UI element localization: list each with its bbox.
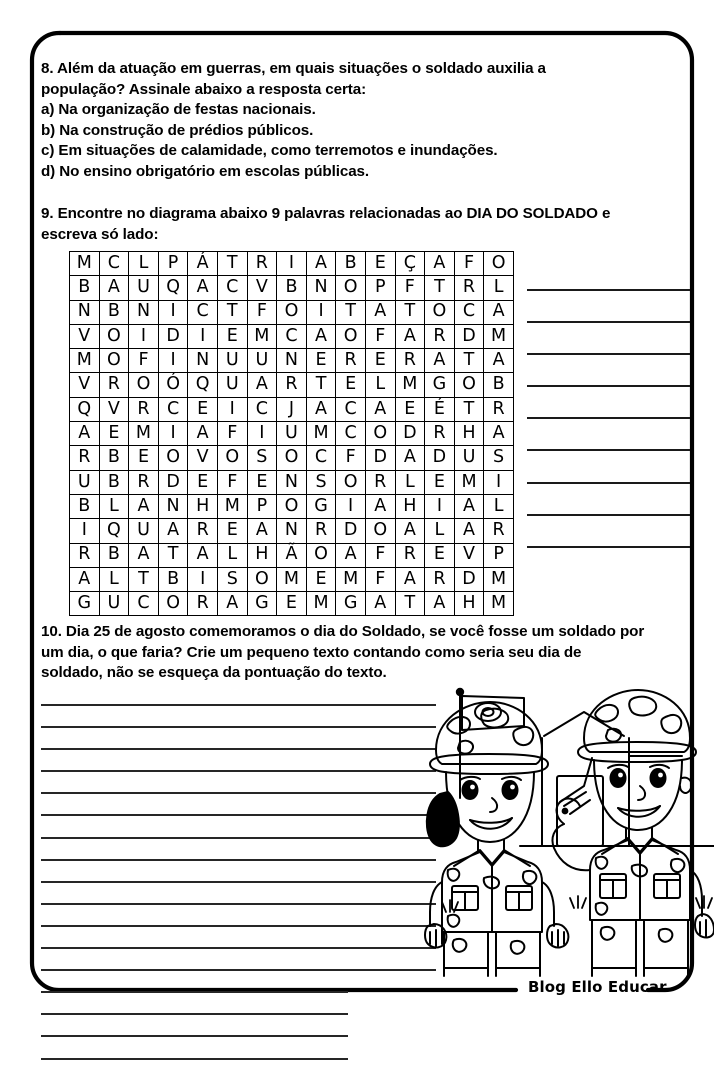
word-search-grid[interactable] [69,251,514,616]
word-search-cell[interactable]: E [129,446,159,470]
word-search-cell[interactable]: G [247,592,277,616]
writing-line[interactable] [41,704,436,706]
writing-line[interactable] [41,814,436,816]
word-search-cell[interactable]: O [277,446,307,470]
word-search-row [70,519,514,543]
word-search-cell[interactable]: B [99,300,129,324]
word-search-cell[interactable]: T [217,252,247,276]
word-search-cell[interactable]: I [306,300,336,324]
answer-line[interactable] [527,449,690,451]
word-search-cell[interactable]: C [336,397,366,421]
writing-line[interactable] [41,1035,348,1037]
word-search-cell[interactable]: R [70,543,100,567]
word-search-cell[interactable]: B [99,446,129,470]
word-search-cell[interactable]: R [306,519,336,543]
word-search-cell[interactable]: B [277,276,307,300]
word-search-cell[interactable]: F [365,567,395,591]
question-8-line: 8. Além da atuação em guerras, em quais situações o soldado auxilia a [41,60,546,77]
writing-line[interactable] [41,770,436,772]
word-search-cell[interactable]: M [454,470,484,494]
word-search-row [70,446,514,470]
word-search-cell[interactable]: A [306,397,336,421]
word-search-cell[interactable]: O [277,300,307,324]
word-search-row [70,592,514,616]
word-search-cell[interactable]: R [129,470,159,494]
word-search-cell[interactable]: A [365,397,395,421]
word-search-cell[interactable]: D [454,567,484,591]
word-search-cell[interactable]: R [129,397,159,421]
word-search-cell[interactable]: M [484,592,514,616]
word-search-cell[interactable]: U [277,422,307,446]
word-search-cell[interactable]: A [70,567,100,591]
writing-line[interactable] [41,748,436,750]
blog-credit: Blog Ello Educar [528,978,667,996]
writing-line[interactable] [41,859,436,861]
word-search-cell[interactable]: E [247,470,277,494]
word-search-cell[interactable]: Q [158,276,188,300]
word-search-cell[interactable]: E [425,470,455,494]
answer-line[interactable] [527,321,690,323]
question-8 [41,59,689,183]
word-search-cell[interactable]: U [454,446,484,470]
word-search-row [70,422,514,446]
word-search-cell[interactable]: T [306,373,336,397]
word-search-cell[interactable]: A [70,422,100,446]
word-search-cell[interactable]: T [454,349,484,373]
word-search-cell[interactable]: V [70,324,100,348]
answer-line[interactable] [527,417,690,419]
answer-line[interactable] [527,546,690,548]
word-search-cell[interactable]: A [365,494,395,518]
writing-line[interactable] [41,1013,348,1015]
word-search-cell[interactable]: U [129,519,159,543]
word-search-cell[interactable]: M [70,349,100,373]
word-search-cell[interactable]: M [217,494,247,518]
word-search-cell[interactable]: T [336,300,366,324]
word-search-cell[interactable]: Á [188,252,218,276]
word-search-cell[interactable]: D [158,470,188,494]
writing-line[interactable] [41,837,436,839]
word-search-cell[interactable]: U [70,470,100,494]
word-search-cell[interactable]: E [217,519,247,543]
word-search-cell[interactable]: A [425,252,455,276]
word-search-cell[interactable]: B [70,276,100,300]
writing-line[interactable] [41,969,436,971]
word-search-cell[interactable]: R [484,519,514,543]
word-search-cell[interactable]: D [395,422,425,446]
word-search-cell[interactable]: C [306,446,336,470]
word-search-cell[interactable]: U [247,349,277,373]
word-search-cell[interactable]: L [217,543,247,567]
word-search-cell[interactable]: L [129,252,159,276]
word-search-cell[interactable]: A [188,543,218,567]
word-search-cell[interactable]: B [70,494,100,518]
question-10-line: 10. Dia 25 de agosto comemoramos o dia do Soldado, se você fosse um soldado por [41,623,645,640]
word-search-cell[interactable]: P [247,494,277,518]
word-search-cell[interactable]: F [365,324,395,348]
question-9-line: escreva só lado: [41,225,159,243]
question-8-option-b[interactable]: b) Na construção de prédios públicos. [41,121,314,139]
word-search-cell[interactable]: I [188,567,218,591]
word-search-cell[interactable]: U [129,276,159,300]
answer-line[interactable] [527,289,690,291]
word-search-cell[interactable]: O [336,324,366,348]
word-search-row [70,349,514,373]
word-search-cell[interactable]: D [425,446,455,470]
word-search-cell[interactable]: E [425,543,455,567]
word-search-cell[interactable]: C [247,397,277,421]
writing-line[interactable] [41,792,436,794]
word-search-cell[interactable]: L [395,470,425,494]
word-search-cell[interactable]: S [306,470,336,494]
word-search-cell[interactable]: O [99,349,129,373]
word-search-cell[interactable]: A [484,300,514,324]
word-search-cell[interactable]: A [454,494,484,518]
word-search-cell[interactable]: O [365,422,395,446]
word-search-cell[interactable]: L [484,494,514,518]
word-search-cell[interactable]: I [336,494,366,518]
word-search-cell[interactable]: R [188,592,218,616]
word-search-cell[interactable]: A [336,543,366,567]
word-search-cell[interactable]: T [395,592,425,616]
word-search-cell[interactable]: C [99,252,129,276]
word-search-cell[interactable]: E [306,349,336,373]
word-search-cell[interactable]: M [395,373,425,397]
word-search-cell[interactable]: F [365,543,395,567]
word-search-cell[interactable]: A [188,276,218,300]
word-search-table[interactable] [69,251,514,616]
word-search-cell[interactable]: C [336,422,366,446]
word-search-cell[interactable]: A [129,543,159,567]
answer-lines-group[interactable] [527,289,690,578]
word-search-cell[interactable]: I [188,324,218,348]
word-search-cell[interactable]: N [277,349,307,373]
question-10 [41,622,689,684]
word-search-cell[interactable]: A [306,252,336,276]
word-search-cell[interactable]: R [425,324,455,348]
word-search-cell[interactable]: O [158,592,188,616]
word-search-cell[interactable]: E [395,397,425,421]
word-search-cell[interactable]: F [454,252,484,276]
word-search-cell[interactable]: U [99,592,129,616]
word-search-cell[interactable]: I [129,324,159,348]
word-search-cell[interactable]: N [188,349,218,373]
word-search-cell[interactable]: L [484,276,514,300]
word-search-cell[interactable]: A [188,422,218,446]
word-search-cell[interactable]: O [484,252,514,276]
word-search-cell[interactable]: R [484,397,514,421]
word-search-row [70,397,514,421]
word-search-cell[interactable]: I [484,470,514,494]
word-search-cell[interactable]: L [99,494,129,518]
word-search-cell[interactable]: P [365,276,395,300]
answer-line[interactable] [527,353,690,355]
word-search-cell[interactable]: M [129,422,159,446]
word-search-cell[interactable]: G [425,373,455,397]
word-search-cell[interactable]: R [277,373,307,397]
word-search-row [70,324,514,348]
word-search-cell[interactable]: T [454,397,484,421]
word-search-cell[interactable]: É [425,397,455,421]
word-search-cell[interactable]: T [425,276,455,300]
word-search-cell[interactable]: T [395,300,425,324]
question-10-line: soldado, não se esqueça da pontuação do texto. [41,664,387,682]
word-search-row [70,543,514,567]
word-search-cell[interactable]: N [306,276,336,300]
word-search-cell[interactable]: I [217,397,247,421]
word-search-cell[interactable]: L [425,519,455,543]
word-search-cell[interactable]: B [336,252,366,276]
word-search-cell[interactable]: O [247,567,277,591]
word-search-cell[interactable]: A [306,324,336,348]
word-search-cell[interactable]: C [188,300,218,324]
word-search-cell[interactable]: V [99,397,129,421]
word-search-cell[interactable]: O [306,543,336,567]
word-search-cell[interactable]: T [129,567,159,591]
word-search-cell[interactable]: G [306,494,336,518]
word-search-cell[interactable]: E [188,397,218,421]
word-search-cell[interactable]: M [484,567,514,591]
question-8-option-c[interactable]: c) Em situações de calamidade, como terremotos e inundações. [41,142,498,160]
word-search-cell[interactable]: G [70,592,100,616]
question-8-option-a[interactable]: a) Na organização de festas nacionais. [41,101,316,119]
writing-line[interactable] [41,881,436,883]
word-search-cell[interactable]: L [99,567,129,591]
girl-soldier [425,702,568,976]
word-search-cell[interactable]: E [217,324,247,348]
word-search-cell[interactable]: C [129,592,159,616]
word-search-cell[interactable]: P [484,543,514,567]
word-search-cell[interactable]: S [247,446,277,470]
word-search-cell[interactable]: A [247,519,277,543]
word-search-row [70,567,514,591]
question-9-line: 9. Encontre no diagrama abaixo 9 palavras relacionadas ao DIA DO SOLDADO e [41,205,611,222]
word-search-cell[interactable]: D [336,519,366,543]
word-search-cell[interactable]: E [188,470,218,494]
word-search-cell[interactable]: A [365,592,395,616]
word-search-cell[interactable]: R [425,567,455,591]
word-search-row [70,494,514,518]
word-search-cell[interactable]: H [395,494,425,518]
word-search-cell[interactable]: D [454,324,484,348]
word-search-cell[interactable]: Q [70,397,100,421]
word-search-cell[interactable]: I [277,252,307,276]
word-search-row [70,373,514,397]
writing-line[interactable] [41,925,436,927]
word-search-cell[interactable]: I [425,494,455,518]
word-search-cell[interactable]: T [158,543,188,567]
word-search-cell[interactable]: R [247,252,277,276]
question-8-line: população? Assinale abaixo a resposta certa: [41,80,367,98]
word-search-cell[interactable]: U [217,373,247,397]
word-search-cell[interactable]: E [99,422,129,446]
word-search-row [70,470,514,494]
word-search-cell[interactable]: F [129,349,159,373]
writing-line[interactable] [41,1058,348,1060]
word-search-cell[interactable]: Q [188,373,218,397]
word-search-cell[interactable]: B [158,567,188,591]
word-search-cell[interactable]: M [70,252,100,276]
word-search-cell[interactable]: I [247,422,277,446]
word-search-cell[interactable]: F [217,470,247,494]
word-search-cell[interactable]: R [70,446,100,470]
word-search-cell[interactable]: H [454,422,484,446]
word-search-cell[interactable]: M [247,324,277,348]
question-8-option-d[interactable]: d) No ensino obrigatório em escolas públicas. [41,162,370,180]
word-search-cell[interactable]: D [365,446,395,470]
word-search-cell[interactable]: A [217,592,247,616]
word-search-row [70,252,514,276]
word-search-cell[interactable]: V [247,276,277,300]
word-search-cell[interactable]: S [217,567,247,591]
word-search-cell[interactable]: O [158,446,188,470]
word-search-cell[interactable]: E [365,349,395,373]
word-search-cell[interactable]: F [217,422,247,446]
word-search-cell[interactable]: F [336,446,366,470]
word-search-cell[interactable]: H [454,592,484,616]
word-search-cell[interactable]: F [395,276,425,300]
word-search-cell[interactable]: Q [99,519,129,543]
word-search-cell[interactable]: C [454,300,484,324]
word-search-cell[interactable]: O [336,470,366,494]
word-search-cell[interactable]: O [217,446,247,470]
word-search-cell[interactable]: O [277,494,307,518]
writing-line[interactable] [41,903,436,905]
word-search-cell[interactable]: E [306,567,336,591]
word-search-cell[interactable]: H [247,543,277,567]
word-search-cell[interactable]: O [454,373,484,397]
boy-soldier-saluting [552,690,714,976]
word-search-cell[interactable]: C [277,324,307,348]
word-search-cell[interactable]: S [484,446,514,470]
word-search-cell[interactable]: V [70,373,100,397]
word-search-cell[interactable]: A [247,373,277,397]
word-search-cell[interactable]: P [158,252,188,276]
word-search-cell[interactable]: N [70,300,100,324]
word-search-cell[interactable]: A [395,519,425,543]
word-search-cell[interactable]: M [336,567,366,591]
word-search-cell[interactable]: R [336,349,366,373]
word-search-cell[interactable]: Ç [395,252,425,276]
word-search-cell[interactable]: V [454,543,484,567]
word-search-cell[interactable]: T [217,300,247,324]
word-search-cell[interactable]: A [484,422,514,446]
word-search-cell[interactable]: O [365,519,395,543]
word-search-cell[interactable]: Ó [158,373,188,397]
writing-line[interactable] [41,726,436,728]
answer-line[interactable] [527,385,690,387]
writing-lines-group[interactable] [41,704,436,1080]
word-search-cell[interactable]: R [454,276,484,300]
question-10-line: um dia, o que faria? Crie um pequeno texto contando como seria seu dia de [41,643,582,661]
word-search-cell[interactable]: N [129,300,159,324]
word-search-cell[interactable]: R [425,422,455,446]
word-search-cell[interactable]: J [277,397,307,421]
word-search-cell[interactable]: M [306,422,336,446]
answer-line[interactable] [527,514,690,516]
word-search-cell[interactable]: A [365,300,395,324]
word-search-cell[interactable]: A [425,592,455,616]
word-search-cell[interactable]: E [365,252,395,276]
word-search-cell[interactable]: R [188,519,218,543]
word-search-cell[interactable]: A [158,519,188,543]
word-search-cell[interactable]: E [277,592,307,616]
word-search-cell[interactable]: G [336,592,366,616]
word-search-cell[interactable]: A [99,276,129,300]
word-search-cell[interactable]: A [395,446,425,470]
word-search-row [70,276,514,300]
word-search-cell[interactable]: O [129,373,159,397]
word-search-cell[interactable]: I [158,422,188,446]
word-search-cell[interactable]: M [277,567,307,591]
writing-line[interactable] [41,947,436,949]
word-search-cell[interactable]: I [158,349,188,373]
word-search-cell[interactable]: L [365,373,395,397]
word-search-cell[interactable]: N [277,470,307,494]
word-search-cell[interactable]: I [70,519,100,543]
word-search-cell[interactable]: U [217,349,247,373]
word-search-cell[interactable]: I [158,300,188,324]
word-search-cell[interactable]: Ã [277,543,307,567]
word-search-cell[interactable]: A [395,324,425,348]
word-search-cell[interactable]: A [395,567,425,591]
word-search-cell[interactable]: O [99,324,129,348]
answer-line[interactable] [527,482,690,484]
word-search-cell[interactable]: B [99,470,129,494]
soldiers-illustration [424,686,714,978]
writing-line[interactable] [41,991,348,993]
word-search-cell[interactable]: A [484,349,514,373]
word-search-cell[interactable]: D [158,324,188,348]
question-9 [41,204,689,245]
word-search-cell[interactable]: M [306,592,336,616]
word-search-cell[interactable]: E [336,373,366,397]
word-search-cell[interactable]: B [484,373,514,397]
word-search-cell[interactable]: R [395,349,425,373]
word-search-cell[interactable]: O [425,300,455,324]
word-search-row [70,300,514,324]
word-search-cell[interactable]: R [365,470,395,494]
word-search-cell[interactable]: A [129,494,159,518]
word-search-cell[interactable]: H [188,494,218,518]
word-search-cell[interactable]: V [188,446,218,470]
word-search-cell[interactable]: C [217,276,247,300]
word-search-cell[interactable]: B [99,543,129,567]
word-search-cell[interactable]: R [99,373,129,397]
word-search-cell[interactable]: A [454,519,484,543]
word-search-cell[interactable]: R [395,543,425,567]
word-search-cell[interactable]: N [158,494,188,518]
word-search-cell[interactable]: C [158,397,188,421]
word-search-cell[interactable]: A [425,349,455,373]
word-search-cell[interactable]: F [247,300,277,324]
word-search-cell[interactable]: O [336,276,366,300]
word-search-cell[interactable]: N [277,519,307,543]
word-search-cell[interactable]: M [484,324,514,348]
